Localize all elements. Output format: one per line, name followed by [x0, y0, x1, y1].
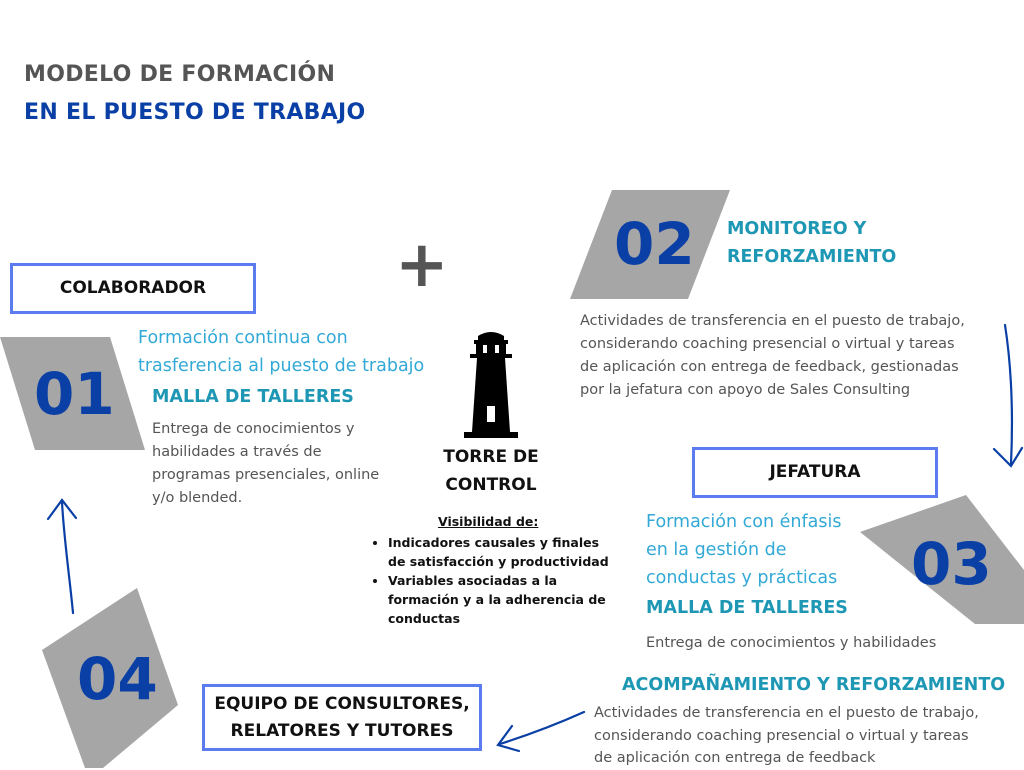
step03-desc: Entrega de conocimientos y habilidades [646, 635, 937, 651]
role-box-jefatura: JEFATURA [692, 447, 938, 498]
step-number-03: 03 [911, 530, 992, 598]
step02-desc-line4: por la jefatura con apoyo de Sales Consulting [580, 382, 911, 398]
step01-heading: MALLA DE TALLERES [152, 387, 354, 407]
arrow-down-icon [994, 325, 1022, 466]
step03-desc2-line3: de aplicación con entrega de feedback [594, 750, 876, 766]
plus-icon: + [395, 228, 449, 302]
visibility-item: • Indicadores causales y finales de satisfacción y productividad [388, 533, 633, 571]
step-number-02: 02 [614, 210, 695, 278]
lighthouse-icon [460, 330, 522, 438]
control-label-line2: CONTROL [445, 475, 537, 495]
step03-heading2: ACOMPAÑAMIENTO Y REFORZAMIENTO [622, 675, 1006, 695]
visibility-item: • Variables asociadas a la formación y a la adherencia de conductas [388, 571, 633, 628]
step01-subtitle-line1: Formación continua con [138, 328, 348, 348]
step03-subtitle-line1: Formación con énfasis [646, 512, 842, 532]
step02-desc-line3: de aplicación con entrega de feedback, gestionadas [580, 359, 959, 375]
role-equipo-line1: EQUIPO DE CONSULTORES, [214, 693, 470, 714]
page-title: MODELO DE FORMACIÓN [24, 62, 336, 87]
role-box-equipo [202, 684, 482, 751]
page-subtitle: EN EL PUESTO DE TRABAJO [24, 100, 366, 125]
step01-desc-line3: programas presenciales, online [152, 467, 380, 483]
visibility-list [368, 533, 633, 628]
step03-desc2-line2: considerando coaching presencial o virtual y tareas [594, 728, 969, 744]
step01-desc-line1: Entrega de conocimientos y [152, 421, 355, 437]
step02-desc-line2: considerando coaching presencial o virtual y tareas [580, 336, 955, 352]
step03-subtitle-line2: en la gestión de [646, 540, 787, 560]
step03-heading: MALLA DE TALLERES [646, 598, 848, 618]
step01-subtitle-line2: trasferencia al puesto de trabajo [138, 356, 425, 376]
step02-desc-line1: Actividades de transferencia en el puesto de trabajo, [580, 313, 965, 329]
step01-desc-line2: habilidades a través de [152, 444, 322, 460]
arrow-left-icon [498, 712, 584, 751]
role-box-colaborador: COLABORADOR [10, 263, 256, 314]
arrow-up-icon [48, 500, 76, 613]
step-number-04: 04 [77, 645, 158, 713]
step03-subtitle-line3: conductas y prácticas [646, 568, 838, 588]
step03-desc2-line1: Actividades de transferencia en el puesto de trabajo, [594, 705, 979, 721]
visibility-title: Visibilidad de: [438, 514, 539, 529]
step01-desc-line4: y/o blended. [152, 490, 243, 506]
step-number-01: 01 [34, 360, 115, 428]
role-equipo-line2: RELATORES Y TUTORES [230, 720, 454, 741]
step02-heading-line2: REFORZAMIENTO [727, 247, 897, 267]
control-label-line1: TORRE DE [443, 447, 539, 467]
step02-heading-line1: MONITOREO Y [727, 219, 867, 239]
